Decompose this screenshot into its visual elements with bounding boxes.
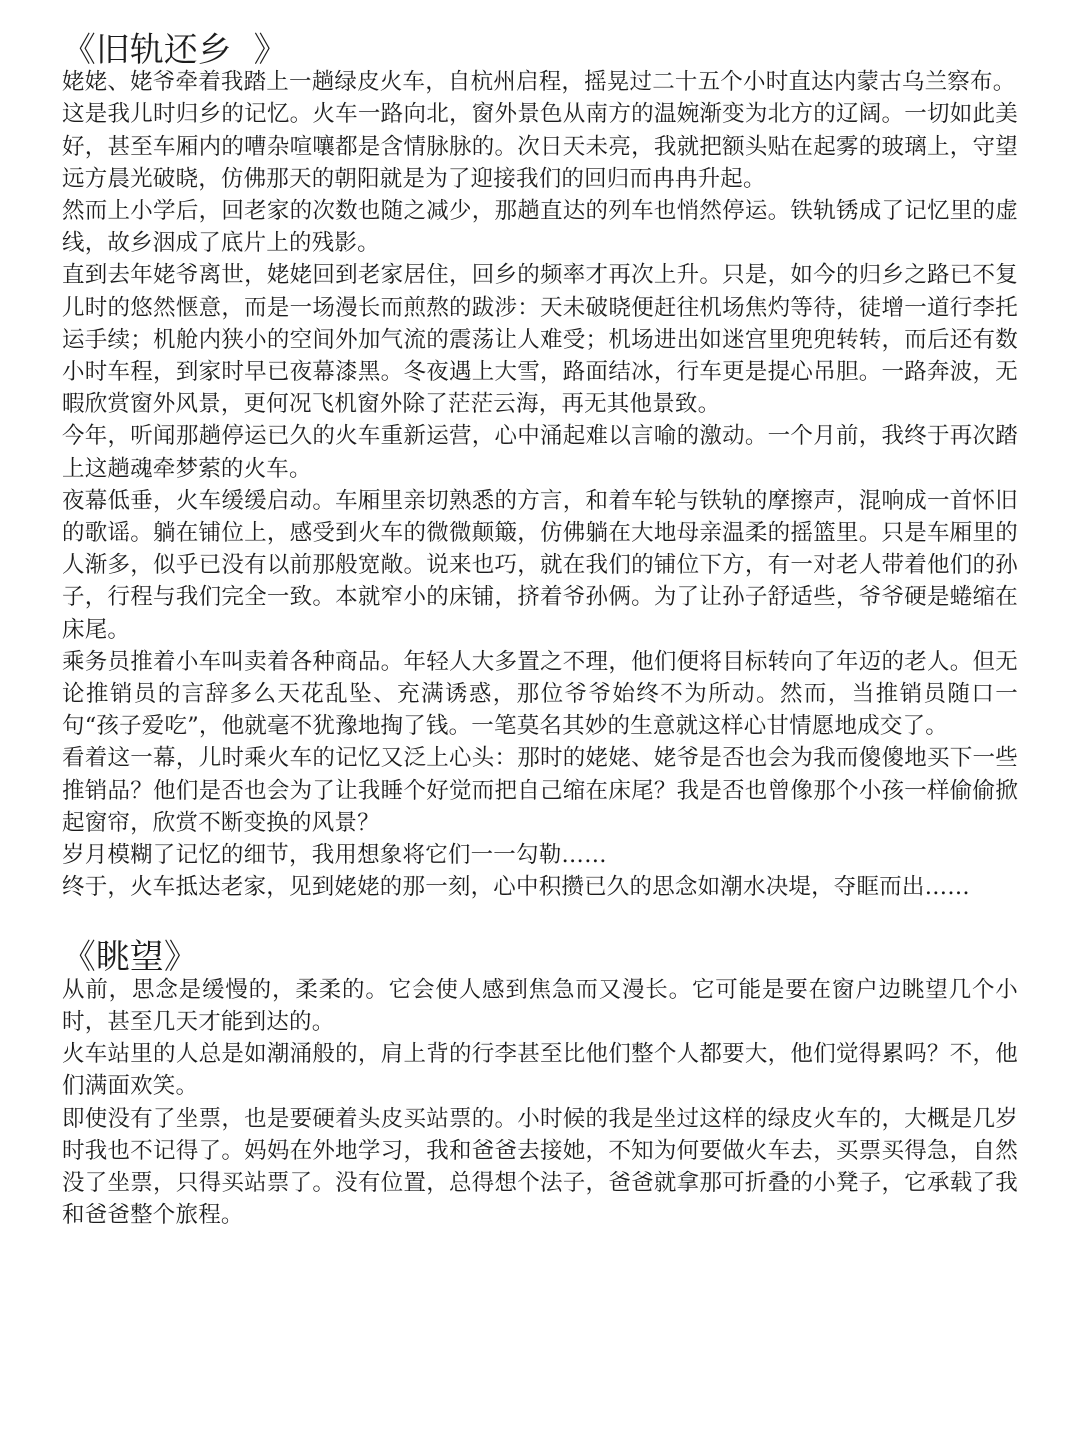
essay-title: 《旧轨还乡 》 <box>62 30 288 69</box>
paragraph: 夜幕低垂，火车缓缓启动。车厢里亲切熟悉的方言，和着车轮与铁轨的摩擦声，混响成一首怀旧的歌谣。躺在铺位上，感受到火车的微微颠簸，仿佛躺在大地母亲温柔的摇篮里。只是车厢里的人渐多，似乎已没有以前那般宽敞。说来也巧，就在我们的铺位下方，有一对老人带着他们的孙子，行程与我们完全一致。本就窄小的床铺，挤着爷孙俩。为了让孙子舒适些，爷爷硬是蜷缩在床尾。 <box>62 487 1018 643</box>
essay-jiugui-huanxiang <box>62 30 1018 903</box>
paragraph: 这是我儿时归乡的记忆。火车一路向北，窗外景色从南方的温婉渐变为北方的辽阔。一切如此美好，甚至车厢内的嘈杂喧嚷都是含情脉脉的。次日天未亮，我就把额头贴在起雾的玻璃上，守望远方晨光破晓，仿佛那天的朝阳就是为了迎接我们的回归而冉冉升起。 <box>62 101 1018 192</box>
paragraph: 终于，火车抵达老家，见到姥姥的那一刻，心中积攒已久的思念如潮水决堤，夺眶而出…… <box>62 874 971 901</box>
paragraph: 看着这一幕，儿时乘火车的记忆又泛上心头：那时的姥姥、姥爷是否也会为我而傻傻地买下一些推销品？他们是否也会为了让我睡个好觉而把自己缩在床尾？我是否也曾像那个小孩一样偷偷掀起窗帘，欣赏不断变换的风景？ <box>62 745 1018 836</box>
paragraph: 直到去年姥爷离世，姥姥回到老家居住，回乡的频率才再次上升。只是，如今的归乡之路已不复儿时的悠然惬意，而是一场漫长而煎熬的跋涉：天未破晓便赶往机场焦灼等待，徒增一道行李托运手续；机舱内狭小的空间外加气流的震荡让人难受；机场进出如迷宫里兜兜转转，而后还有数小时车程，到家时早已夜幕漆黑。冬夜遇上大雪，路面结冰，行车更是提心吊胆。一路奔波，无暇欣赏窗外风景，更何况飞机窗外除了茫茫云海，再无其他景致。 <box>62 262 1018 418</box>
paragraph: 乘务员推着小车叫卖着各种商品。年轻人大多置之不理，他们便将目标转向了年迈的老人。但无论推销员的言辞多么天花乱坠、充满诱惑，那位爷爷始终不为所动。然而，当推销员随口一句“孩子爱吃”，他就毫不犹豫地掏了钱。一笔莫名其妙的生意就这样心甘情愿地成交了。 <box>62 648 1018 740</box>
essay-title: 《眺望》 <box>62 937 198 977</box>
paragraph: 今年，听闻那趟停运已久的火车重新运营，心中涌起难以言喻的激动。一个月前，我终于再次踏上这趟魂牵梦萦的火车。 <box>62 423 1018 482</box>
essay-tiaowang <box>62 937 1018 1231</box>
paragraph: 从前，思念是缓慢的，柔柔的。它会使人感到焦急而又漫长。它可能是要在窗户边眺望几个小时，甚至几天才能到达的。 <box>62 976 1018 1035</box>
paragraph: 然而上小学后，回老家的次数也随之减少，那趟直达的列车也悄然停运。铁轨锈成了记忆里的虚线，故乡洇成了底片上的残影。 <box>62 198 1018 257</box>
paragraph: 火车站里的人总是如潮涌般的，肩上背的行李甚至比他们整个人都要大，他们觉得累吗？不，他们满面欢笑。 <box>62 1041 1018 1100</box>
paragraph: 即使没有了坐票，也是要硬着头皮买站票的。小时候的我是坐过这样的绿皮火车的，大概是几岁时我也不记得了。妈妈在外地学习，我和爸爸去接她，不知为何要做火车去，买票买得急，自然没了坐票，只得买站票了。没有位置，总得想个法子，爸爸就拿那可折叠的小凳子，它承载了我和爸爸整个旅程。 <box>62 1105 1018 1229</box>
paragraph: 姥姥、姥爷牵着我踏上一趟绿皮火车，自杭州启程，摇晃过二十五个小时直达内蒙古乌兰察布。 <box>62 69 1016 96</box>
paragraph: 岁月模糊了记忆的细节，我用想象将它们一一勾勒…… <box>62 842 607 869</box>
